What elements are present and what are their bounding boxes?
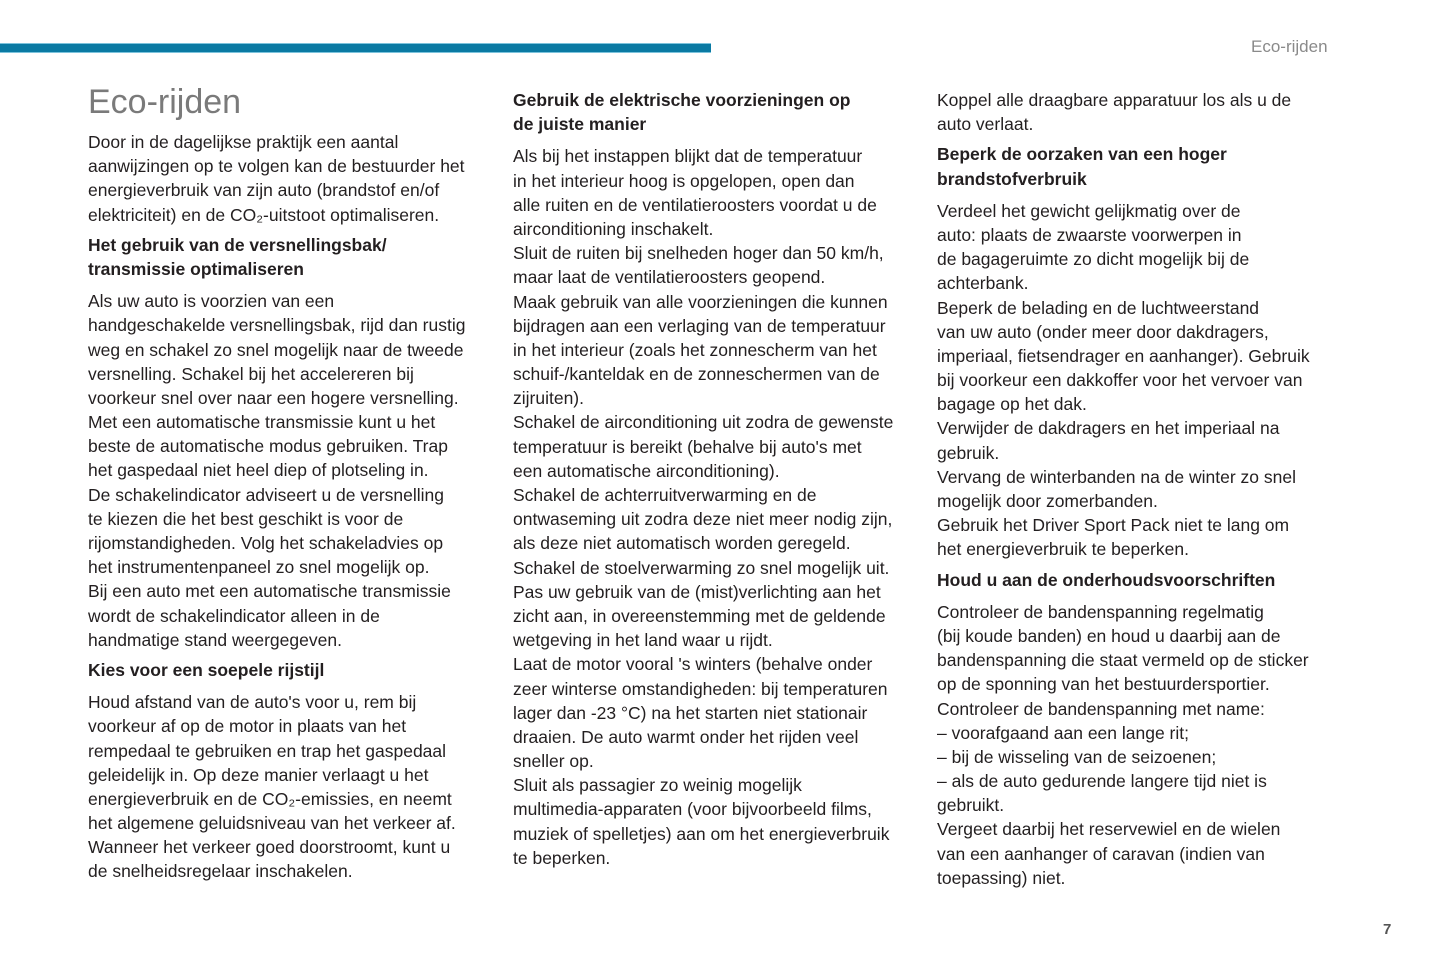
text-line: het algemene geluidsniveau van het verkeer af.	[88, 813, 456, 834]
text-line: brandstofverbruik	[937, 168, 1087, 189]
text-line: multimedia-apparaten (voor bijvoorbeeld films,	[513, 799, 872, 820]
text-line: imperiaal, fietsendrager en aanhanger). Gebruik	[937, 345, 1310, 366]
text-line: weg en schakel zo snel mogelijk naar de tweede	[88, 339, 464, 360]
text-line: Wanneer het verkeer goed doorstroomt, kunt u	[88, 837, 451, 858]
text-line: Gebruik de elektrische voorzieningen op	[513, 90, 851, 110]
text-line: Houd afstand van de auto's voor u, rem bij	[88, 692, 417, 713]
column-1	[88, 82, 508, 884]
text-line: gebruikt.	[937, 795, 1005, 816]
text-line: energieverbruik en de CO₂-emissies, en neemt	[88, 788, 452, 809]
section-heading	[88, 658, 508, 682]
header-accent-bar	[0, 43, 711, 53]
text-line: handgeschakelde versnellingsbak, rijd dan rustig	[88, 315, 466, 336]
paragraph	[937, 88, 1357, 136]
text-line: rijomstandigheden. Volg het schakeladvies op	[88, 533, 444, 553]
text-line: Verdeel het gewicht gelijkmatig over de	[937, 200, 1241, 221]
text-line: de juiste manier	[513, 114, 647, 135]
text-line: auto verlaat.	[937, 114, 1034, 135]
text-line: maar laat de ventilatieroosters geopend.	[513, 267, 826, 288]
text-line: sneller op.	[513, 751, 594, 772]
text-line: het gaspedaal niet heel diep of plotseling in.	[88, 460, 429, 481]
paragraph	[88, 289, 508, 652]
text-line: wetgeving in het land waar u rijdt.	[513, 630, 773, 651]
text-line: de snelheidsregelaar inschakelen.	[88, 861, 353, 882]
text-line: op de sponning van het bestuurdersportier.	[937, 674, 1270, 695]
text-line: Maak gebruik van alle voorzieningen die kunnen	[513, 291, 888, 312]
text-line: van uw auto (onder meer door dakdragers,	[937, 321, 1269, 342]
text-line: muziek of spelletjes) aan om het energieverbruik	[513, 823, 890, 844]
text-line: de bagageruimte zo dicht mogelijk bij de	[937, 249, 1250, 270]
text-line: – voorafgaand aan een lange rit;	[937, 722, 1189, 743]
text-line: zeer winterse omstandigheden: bij temperaturen	[513, 678, 888, 699]
text-line: bijdragen aan een verlaging van de temperatuur	[513, 315, 886, 336]
text-line: Kies voor een soepele rijstijl	[88, 659, 325, 680]
text-line: auto: plaats de zwaarste voorwerpen in	[937, 224, 1242, 245]
text-line: Laat de motor vooral 's winters (behalve onder	[513, 654, 873, 675]
section-heading	[937, 568, 1357, 592]
text-line: bagage op het dak.	[937, 394, 1087, 415]
text-line: Met een automatische transmissie kunt u het	[88, 412, 436, 433]
text-line: Koppel alle draagbare apparatuur los als u de	[937, 90, 1292, 110]
text-line: voorkeur snel over naar een hogere versnelling.	[88, 387, 459, 408]
text-line: schuif-/kanteldak en de zonneschermen van de	[513, 364, 880, 385]
text-line: Beperk de belading en de luchtweerstand	[937, 297, 1260, 318]
text-line: – bij de wisseling van de seizoenen;	[937, 746, 1217, 767]
text-line: versnelling. Schakel bij het accelereren bij	[88, 363, 414, 384]
text-line: zijruiten).	[513, 388, 584, 409]
text-line: Beperk de oorzaken van een hoger	[937, 144, 1227, 165]
text-line: Vervang de winterbanden na de winter zo snel	[937, 466, 1296, 487]
text-line: beste de automatische modus gebruiken. Trap	[88, 436, 448, 457]
text-line: Controleer de bandenspanning met name:	[937, 698, 1265, 719]
section-heading	[88, 233, 508, 281]
text-line: Houd u aan de onderhoudsvoorschriften	[937, 569, 1276, 590]
column-2	[513, 88, 933, 870]
paragraph	[88, 130, 508, 227]
column-3	[937, 88, 1357, 890]
text-line: ontwaseming uit zodra deze niet meer nodig zijn,	[513, 509, 893, 530]
text-line: – als de auto gedurende langere tijd niet is	[937, 771, 1267, 792]
text-line: Schakel de achterruitverwarming en de	[513, 485, 817, 505]
text-line: mogelijk door zomerbanden.	[937, 491, 1158, 511]
text-line: te kiezen die het best geschikt is voor de	[88, 508, 404, 529]
paragraph	[937, 600, 1357, 890]
text-line: Sluit de ruiten bij snelheden hoger dan 50 km/h,	[513, 243, 884, 264]
paragraph	[513, 144, 933, 870]
text-line: geleidelijk in. Op deze manier verlaagt u het	[88, 764, 429, 785]
text-line: Verwijder de dakdragers en het imperiaal na	[937, 418, 1280, 439]
text-line: energieverbruik van zijn auto (brandstof en/of	[88, 180, 440, 201]
text-line: aanwijzingen op te volgen kan de bestuurder het	[88, 156, 465, 177]
text-line: in het interieur hoog is opgelopen, open dan	[513, 170, 855, 191]
text-line: het energieverbruik te beperken.	[937, 539, 1189, 560]
text-line: De schakelindicator adviseert u de versnelling	[88, 484, 445, 505]
text-line: zicht aan, in overeenstemming met de geldende	[513, 605, 886, 626]
text-line: alle ruiten en de ventilatieroosters voordat u de	[513, 194, 877, 215]
paragraph	[88, 690, 508, 884]
text-line: Als bij het instappen blijkt dat de temperatuur	[513, 146, 863, 167]
text-line: te beperken.	[513, 847, 611, 868]
text-line: handmatige stand weergegeven.	[88, 629, 342, 650]
text-line: Pas uw gebruik van de (mist)verlichting aan het	[513, 581, 881, 602]
text-line: gebruik.	[937, 442, 1000, 463]
text-line: voorkeur af op de motor in plaats van het	[88, 716, 407, 737]
text-line: Door in de dagelijkse praktijk een aantal	[88, 132, 399, 152]
text-line: bandenspanning die staat vermeld op de sticker	[937, 650, 1309, 671]
text-line: draaien. De auto warmt onder het rijden veel	[513, 726, 859, 747]
text-line: het instrumentenpaneel zo snel mogelijk op.	[88, 557, 430, 578]
text-line: Sluit als passagier zo weinig mogelijk	[513, 775, 802, 796]
page-title: Eco-rijden	[88, 83, 242, 121]
text-line: elektriciteit) en de CO₂-uitstoot optimaliseren.	[88, 204, 440, 225]
text-line: in het interieur (zoals het zonnescherm van het	[513, 339, 877, 360]
text-line: airconditioning inschakelt.	[513, 218, 714, 239]
text-line: temperatuur is bereikt (behalve bij auto's met	[513, 436, 862, 457]
paragraph	[937, 199, 1357, 562]
text-line: Schakel de stoelverwarming zo snel mogelijk uit.	[513, 557, 890, 578]
text-line: Gebruik het Driver Sport Pack niet te lang om	[937, 515, 1290, 536]
section-heading	[937, 142, 1357, 190]
text-line: transmissie optimaliseren	[88, 258, 304, 279]
text-line: als deze niet automatisch worden geregeld.	[513, 533, 851, 554]
text-line: Het gebruik van de versnellingsbak/	[88, 234, 387, 255]
running-header: Eco-rijden	[1251, 37, 1328, 56]
text-line: Schakel de airconditioning uit zodra de gewenste	[513, 412, 894, 433]
text-line: lager dan -23 °C) na het starten niet stationair	[513, 702, 868, 723]
page-number: 7	[1383, 921, 1392, 938]
text-line: Vergeet daarbij het reservewiel en de wielen	[937, 819, 1281, 840]
text-line: achterbank.	[937, 273, 1029, 294]
text-line: toepassing) niet.	[937, 867, 1066, 888]
text-line: Bij een auto met een automatische transmissie	[88, 581, 451, 602]
text-line: een automatische airconditioning).	[513, 460, 780, 481]
text-line: van een aanhanger of caravan (indien van	[937, 843, 1265, 864]
text-line: rempedaal te gebruiken en trap het gaspedaal	[88, 740, 447, 761]
text-line: bij voorkeur een dakkoffer voor het vervoer van	[937, 370, 1303, 391]
text-line: wordt de schakelindicator alleen in de	[88, 605, 380, 626]
section-heading	[513, 88, 933, 136]
text-line: Controleer de bandenspanning regelmatig	[937, 601, 1264, 622]
text-line: (bij koude banden) en houd u daarbij aan de	[937, 625, 1281, 646]
text-line: Als uw auto is voorzien van een	[88, 291, 335, 312]
